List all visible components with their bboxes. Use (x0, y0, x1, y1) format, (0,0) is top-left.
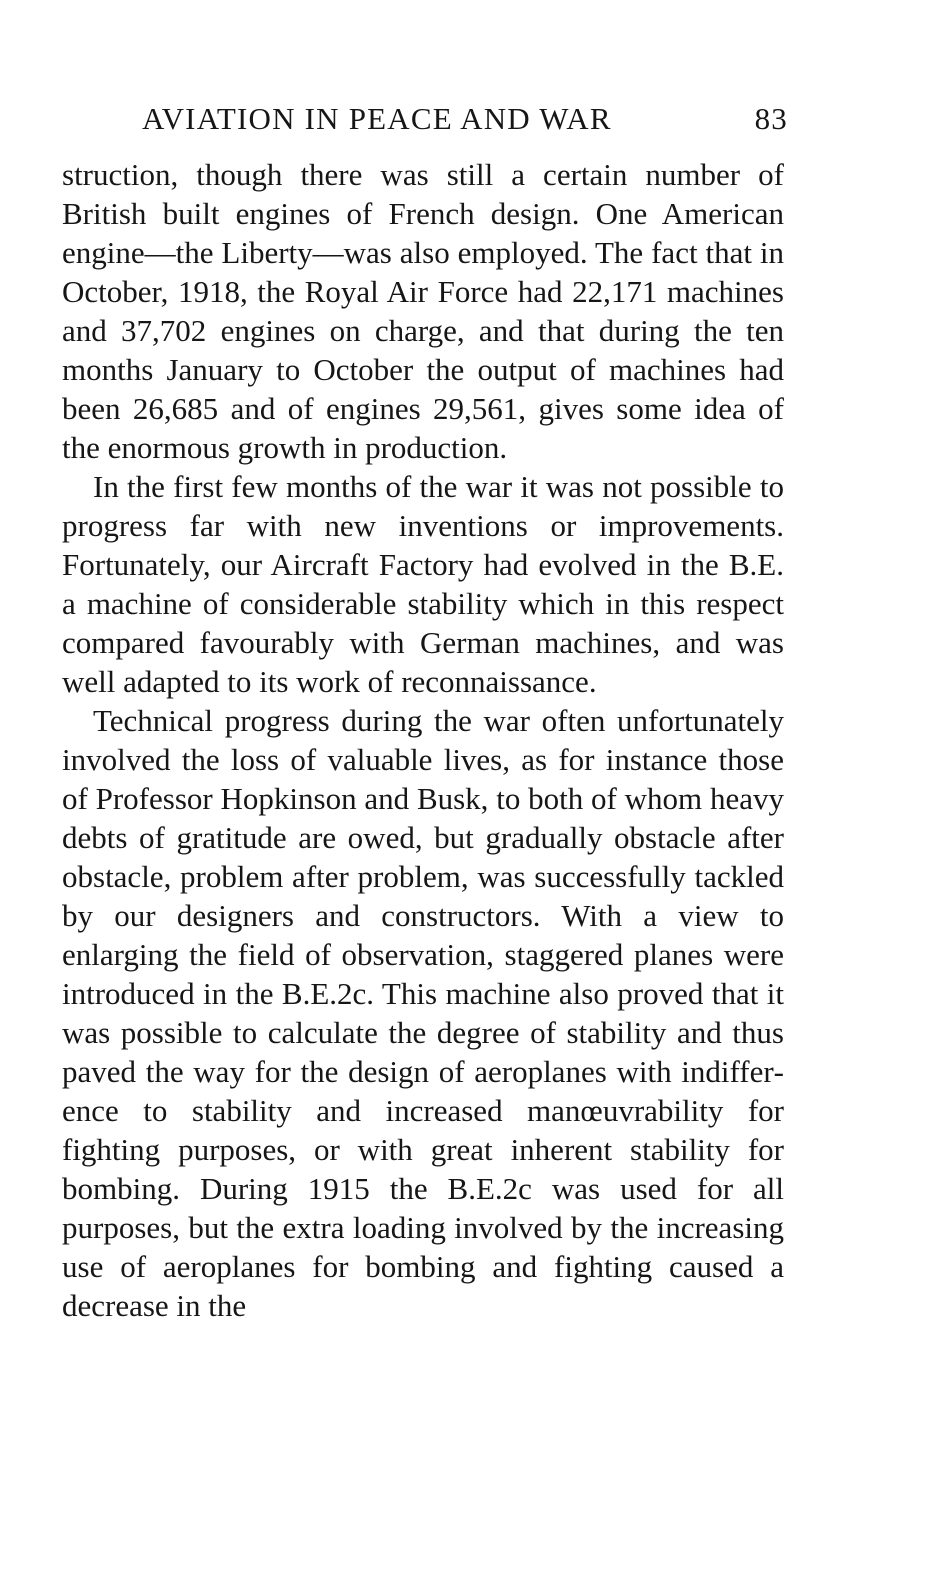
running-head (62, 97, 788, 141)
running-title: AVIATION IN PEACE AND WAR (142, 101, 612, 136)
paragraph-early-war: In the first few months of the war it was not possible to progress far with new inventions or improvements. Fortunately, our Aircraft Factory had evolved in the B.E. a machine of considerable stability which in this respect compared favourably with German machines, and was well adapted to its work of reconnaissance. (62, 469, 784, 699)
paragraph-technical-progress: Technical progress during the war often unfortunately involved the loss of valuable lives, as for instance those of Professor Hopkinson and Busk, to both of whom heavy debts of gratitude are owed, but gradually obstacle after obstacle, problem after problem, was successfully tackled by our designers and constructors. With a view to enlarging the field of observation, staggered planes were introduced in the B.E.2c. This machine also proved that it was possible to calculate the degree of stability and thus paved the way for the design of aeroplanes with indifference to stability and increased manœuvrability for fighting purposes, or with great inherent stability for bombing. During 1915 the B.E.2c was used for all purposes, but the extra loading involved by the increasing use of aeroplanes for bombing and fighting caused a decrease in the (62, 703, 784, 1323)
page-number: 83 (754, 101, 788, 136)
paragraph-continued: struction, though there was still a certain number of British built engines of French design. One American engine—the Liberty—was also employed. The fact that in October, 1918, the Royal Air Force had 22,171 machines and 37,702 engines on charge, and that during the ten months January to October the output of machines had been 26,685 and of engines 29,561, gives some idea of the enormous growth in production. (62, 157, 784, 465)
body-text (62, 155, 784, 1325)
